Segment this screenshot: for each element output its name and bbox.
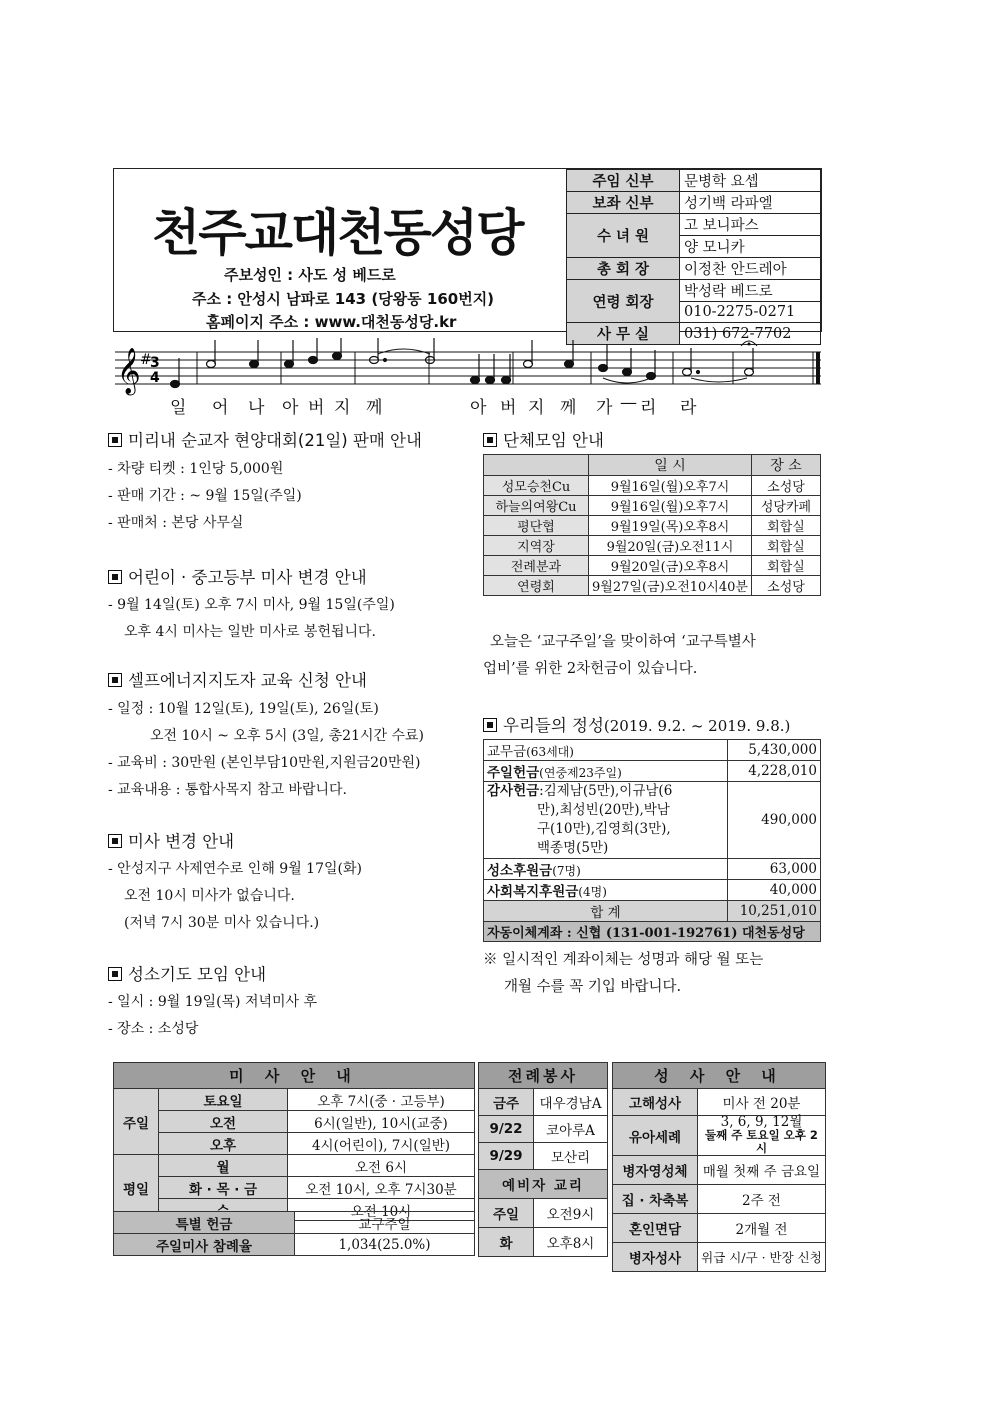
staff-label: 연령 회장 bbox=[567, 280, 680, 323]
liturgy-table bbox=[478, 1062, 608, 1257]
lyric-syllable: 지 bbox=[528, 398, 546, 418]
table-cell: 자동이체계좌 : 신협 (131-001-192761) 대천동성당 bbox=[484, 922, 821, 942]
lyric-syllable: 아 bbox=[282, 398, 300, 418]
table-cell: 회합실 bbox=[752, 556, 821, 576]
table-cell: 성 사 안 내 bbox=[613, 1063, 826, 1089]
note-line: 개월 수를 꼭 기입 바랍니다. bbox=[504, 979, 682, 995]
table-cell: 9월16일(월)오후7시 bbox=[589, 476, 752, 496]
table-header-row bbox=[484, 455, 821, 476]
text-line: - 장소 : 소성당 bbox=[108, 1021, 199, 1037]
lyric-syllable: 께 bbox=[560, 398, 578, 418]
lyric-syllable: 어 bbox=[212, 398, 230, 418]
offering-table bbox=[483, 739, 821, 942]
table-cell: 오후8시 bbox=[534, 1228, 608, 1257]
mass-schedule-table bbox=[113, 1062, 475, 1221]
table-row bbox=[484, 859, 821, 880]
patron-saint: 주보성인 : 사도 성 베드로 bbox=[224, 266, 396, 284]
staff-table bbox=[566, 169, 821, 343]
table-cell: 미사 전 20분 bbox=[698, 1089, 826, 1116]
table-cell: 사회복지후원금(4명) bbox=[484, 880, 728, 901]
table-cell: 4,228,010 bbox=[728, 761, 821, 782]
table-cell: 교무금(63세대) bbox=[484, 740, 728, 761]
sacraments-table bbox=[612, 1062, 826, 1272]
table-cell: 혼인면담 bbox=[613, 1214, 698, 1243]
table-cell: 9월20일(금)오전11시 bbox=[589, 536, 752, 556]
table-cell: 3, 6, 9, 12월 둘째 주 토요일 오후 2시 bbox=[698, 1116, 826, 1156]
table-cell: 4시(어린이), 7시(일반) bbox=[288, 1133, 475, 1155]
table-cell: 병자성사 bbox=[613, 1243, 698, 1272]
table-cell: 주일미사 참례율 bbox=[114, 1234, 295, 1256]
section-heading: 셀프에너지지도자 교육 신청 안내 bbox=[108, 667, 367, 691]
table-cell: 주일헌금(연중제23주일) bbox=[484, 761, 728, 782]
table-cell: 고해성사 bbox=[613, 1089, 698, 1116]
table-cell: 2주 전 bbox=[698, 1185, 826, 1214]
table-row bbox=[484, 516, 821, 536]
section-heading: 어린이 · 중고등부 미사 변경 안내 bbox=[108, 564, 367, 588]
table-row bbox=[484, 880, 821, 901]
text-line: 오전 10시 ~ 오후 5시 (3일, 총21시간 수료) bbox=[150, 728, 424, 744]
table-cell: 성당카페 bbox=[752, 496, 821, 516]
table-cell: 월 bbox=[159, 1155, 288, 1177]
table-cell: 회합실 bbox=[752, 536, 821, 556]
mass-title: 미 사 안 내 bbox=[114, 1063, 475, 1089]
staff-label: 주임 신부 bbox=[567, 170, 680, 192]
text-line: (저녁 7시 30분 미사 있습니다.) bbox=[124, 915, 320, 931]
table-cell: 화 bbox=[479, 1228, 534, 1257]
special-offering-table bbox=[113, 1211, 475, 1256]
table-cell: 예비자 교리 bbox=[479, 1170, 608, 1199]
text-line: - 9월 14일(토) 오후 7시 미사, 9월 15일(주일) bbox=[108, 597, 395, 613]
lyric-syllable: 지 bbox=[334, 398, 352, 418]
text-line: - 판매처 : 본당 사무실 bbox=[108, 515, 244, 531]
staff-value: 고 보니파스 bbox=[680, 214, 821, 236]
table-cell: 매월 첫째 주 금요일 bbox=[698, 1156, 826, 1185]
table-cell: 합 계 bbox=[484, 901, 728, 922]
lyric-syllable: 가 bbox=[596, 398, 614, 418]
text-line: 오전 10시 미사가 없습니다. bbox=[124, 888, 295, 904]
table-cell: 490,000 bbox=[728, 782, 821, 859]
lyric-syllable: 리 bbox=[640, 398, 658, 418]
text-line: - 일시 : 9월 19일(목) 저녁미사 후 bbox=[108, 994, 318, 1010]
table-cell: 코아루A bbox=[534, 1116, 608, 1143]
table-cell: 집 · 차축복 bbox=[613, 1185, 698, 1214]
table-cell: 교구주일 bbox=[295, 1212, 475, 1234]
lyric-syllable: 라 bbox=[680, 398, 698, 418]
lyric-syllable: 버 bbox=[500, 398, 518, 418]
staff-label: 보좌 신부 bbox=[567, 192, 680, 214]
table-cell: 하늘의여왕Cu bbox=[484, 496, 589, 516]
table-cell: 소성당 bbox=[752, 476, 821, 496]
table-cell: 9월19일(목)오후8시 bbox=[589, 516, 752, 536]
lyric-syllable: 아 bbox=[470, 398, 488, 418]
table-cell: 병자영성체 bbox=[613, 1156, 698, 1185]
staff-label: 사 무 실 bbox=[567, 323, 680, 345]
section-heading: 성소기도 모임 안내 bbox=[108, 961, 266, 985]
table-cell: 대우경남A bbox=[534, 1089, 608, 1116]
table-cell: 1,034(25.0%) bbox=[295, 1234, 475, 1256]
table-cell: 5,430,000 bbox=[728, 740, 821, 761]
table-row bbox=[484, 556, 821, 576]
table-row bbox=[484, 761, 821, 782]
staff-value: 박성락 베드로 bbox=[680, 280, 821, 302]
staff-value: 성기백 라파엘 bbox=[680, 192, 821, 214]
notice-line: 업비’를 위한 2차헌금이 있습니다. bbox=[483, 661, 698, 677]
section-heading: 미리내 순교자 현양대회(21일) 판매 안내 bbox=[108, 427, 422, 451]
table-cell: 모산리 bbox=[534, 1143, 608, 1170]
table-cell: 전례분과 bbox=[484, 556, 589, 576]
homepage-address: 홈페이지 주소 : www.대천동성당.kr bbox=[206, 313, 457, 331]
column-header: 장 소 bbox=[752, 455, 821, 476]
table-cell: 평단협 bbox=[484, 516, 589, 536]
table-cell: 9/29 bbox=[479, 1143, 534, 1170]
title-box bbox=[114, 169, 567, 331]
table-row bbox=[484, 782, 821, 859]
sunday-label: 주일 bbox=[114, 1089, 159, 1155]
column-header: 일 시 bbox=[589, 455, 752, 476]
table-cell: 오전 bbox=[159, 1111, 288, 1133]
note-line: ※ 일시적인 계좌이체는 성명과 해당 월 또는 bbox=[483, 952, 764, 968]
staff-label: 총 회 장 bbox=[567, 258, 680, 280]
table-row bbox=[484, 536, 821, 556]
notice-line: 오늘은 ‘교구주일’을 맞이하여 ‘교구특별사 bbox=[490, 634, 756, 650]
table-cell: 오전 10시 bbox=[288, 1199, 475, 1221]
table-cell: 9월16일(월)오후7시 bbox=[589, 496, 752, 516]
table-cell: 9월20일(금)오후8시 bbox=[589, 556, 752, 576]
table-cell: 소성당 bbox=[752, 576, 821, 596]
svg-text:4: 4 bbox=[150, 370, 160, 386]
table-cell: 오전9시 bbox=[534, 1199, 608, 1228]
table-cell: 40,000 bbox=[728, 880, 821, 901]
table-cell: 6시(일반), 10시(교중) bbox=[288, 1111, 475, 1133]
lyric-syllable: 나 bbox=[248, 398, 266, 418]
table-cell: 성소후원금(7명) bbox=[484, 859, 728, 880]
bulletin-header bbox=[113, 168, 822, 343]
text-line: - 교육내용 : 통합사목지 참고 바랍니다. bbox=[108, 782, 348, 798]
svg-text:#: # bbox=[140, 352, 152, 368]
table-row bbox=[484, 496, 821, 516]
lyric-syllable: 일 bbox=[170, 398, 188, 418]
parish-title: 천주교대천동성당 bbox=[152, 204, 523, 262]
table-row bbox=[484, 740, 821, 761]
table-row bbox=[484, 476, 821, 496]
table-cell: 연령회 bbox=[484, 576, 589, 596]
parish-address: 주소 : 안성시 남파로 143 (당왕동 160번지) bbox=[192, 290, 495, 308]
table-cell: 지역장 bbox=[484, 536, 589, 556]
staff-value: 이정찬 안드레아 bbox=[680, 258, 821, 280]
table-cell: 오후 7시(중 · 고등부) bbox=[288, 1089, 475, 1111]
staff-label: 수 녀 원 bbox=[567, 214, 680, 258]
staff-value: 010-2275-0271 bbox=[680, 302, 821, 323]
table-cell: 2개월 전 bbox=[698, 1214, 826, 1243]
text-line: - 일정 : 10월 12일(토), 19일(토), 26일(토) bbox=[108, 701, 379, 717]
section-heading: 우리들의 정성(2019. 9.2. ~ 2019. 9.8.) bbox=[483, 712, 790, 736]
table-cell: 10,251,010 bbox=[728, 901, 821, 922]
staff-value: 031) 672-7702 bbox=[680, 323, 821, 345]
table-cell: 회합실 bbox=[752, 516, 821, 536]
lyric-syllable: 께 bbox=[366, 398, 384, 418]
svg-text:3: 3 bbox=[150, 355, 160, 371]
table-cell: 오전 10시, 오후 7시30분 bbox=[288, 1177, 475, 1199]
text-line: - 판매 기간 : ~ 9월 15일(주일) bbox=[108, 488, 302, 504]
table-cell: 위급 시/구 · 반장 신청 bbox=[698, 1243, 826, 1272]
table-cell: 전례봉사 bbox=[479, 1063, 608, 1089]
table-cell: 감사헌금:김제남(5만),이규남(6 만),최성빈(20만),박남 구(10만),김영희(3만), 백종명(5만) bbox=[484, 782, 728, 859]
table-cell: 화 · 목 · 금 bbox=[159, 1177, 288, 1199]
table-row bbox=[484, 576, 821, 596]
table-cell: 오전 6시 bbox=[288, 1155, 475, 1177]
table-cell: 유아세례 bbox=[613, 1116, 698, 1156]
text-line: - 교육비 : 30만원 (본인부담10만원,지원금20만원) bbox=[108, 755, 421, 771]
table-cell: 금주 bbox=[479, 1089, 534, 1116]
text-line: - 안성지구 사제연수로 인해 9월 17일(화) bbox=[108, 861, 362, 877]
table-cell: 성모승천Cu bbox=[484, 476, 589, 496]
table-cell: 오후 bbox=[159, 1133, 288, 1155]
text-line: - 차량 티켓 : 1인당 5,000원 bbox=[108, 461, 284, 477]
group-meetings-table bbox=[483, 454, 821, 596]
staff-value: 양 모니카 bbox=[680, 236, 821, 258]
treble-clef-icon: 𝄞 bbox=[117, 348, 141, 394]
section-heading: 미사 변경 안내 bbox=[108, 828, 234, 852]
table-cell: 9월27일(금)오전10시40분 bbox=[589, 576, 752, 596]
staff-value: 문병학 요셉 bbox=[680, 170, 821, 192]
account-row bbox=[484, 922, 821, 942]
table-cell: 9/22 bbox=[479, 1116, 534, 1143]
lyric-syllable: 버 bbox=[308, 398, 326, 418]
total-row bbox=[484, 901, 821, 922]
table-cell: 주일 bbox=[479, 1199, 534, 1228]
text-line: 오후 4시 미사는 일반 미사로 봉헌됩니다. bbox=[124, 624, 376, 640]
weekday-label: 평일 bbox=[114, 1155, 159, 1221]
section-heading: 단체모임 안내 bbox=[483, 427, 604, 451]
table-cell: 토요일 bbox=[159, 1089, 288, 1111]
lyric-syllable: — bbox=[620, 393, 638, 413]
table-cell: 63,000 bbox=[728, 859, 821, 880]
table-cell: 특별 헌금 bbox=[114, 1212, 295, 1234]
